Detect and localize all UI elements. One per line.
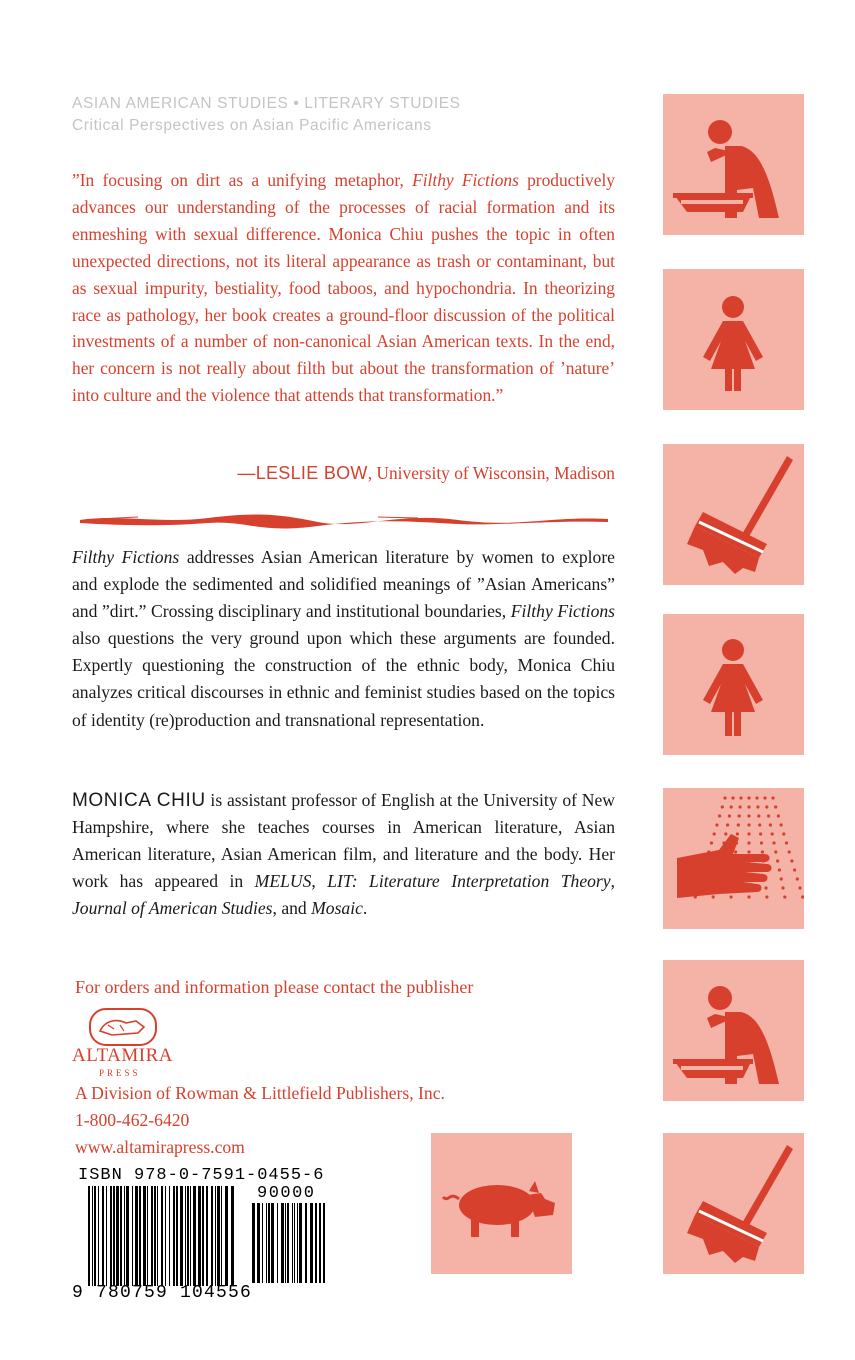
pig-icon bbox=[431, 1133, 572, 1274]
barcode-bar bbox=[252, 1203, 255, 1283]
tile-washing-face-2 bbox=[663, 960, 804, 1101]
barcode-bar bbox=[169, 1186, 170, 1286]
water-drop bbox=[712, 895, 715, 898]
series-subtitle: Critical Perspectives on Asian Pacific Americans bbox=[72, 117, 432, 134]
barcode-bar bbox=[94, 1186, 96, 1286]
barcode-bar bbox=[299, 1203, 302, 1283]
water-drop bbox=[738, 814, 741, 817]
hand-washing-icon bbox=[663, 788, 804, 929]
water-drop bbox=[721, 805, 724, 808]
barcode-bar bbox=[132, 1186, 133, 1286]
barcode-addon bbox=[252, 1203, 326, 1283]
barcode-bar bbox=[165, 1186, 166, 1286]
barcode-bar bbox=[135, 1186, 138, 1286]
barcode-bar bbox=[139, 1186, 141, 1286]
barcode-bar bbox=[143, 1186, 146, 1286]
barcode-bar bbox=[187, 1186, 189, 1286]
barcode-bar bbox=[154, 1186, 156, 1286]
water-drop bbox=[777, 814, 780, 817]
water-drop bbox=[715, 823, 718, 826]
water-drop bbox=[783, 895, 786, 898]
water-drop bbox=[801, 895, 804, 898]
water-drop bbox=[771, 796, 774, 799]
water-drop bbox=[798, 886, 801, 889]
series-subjects: ASIAN AMERICAN STUDIES • LITERARY STUDIES bbox=[72, 95, 461, 112]
broom-icon bbox=[663, 444, 804, 585]
barcode-bar bbox=[98, 1186, 99, 1286]
bio-journal: MELUS bbox=[254, 871, 312, 892]
tile-broom bbox=[663, 444, 804, 585]
water-drop bbox=[747, 832, 750, 835]
author-name: MONICA CHIU bbox=[72, 790, 206, 811]
water-drop bbox=[713, 832, 716, 835]
woman-figure-icon bbox=[663, 269, 804, 410]
water-drop bbox=[774, 850, 777, 853]
water-drop bbox=[757, 814, 760, 817]
description-text-1: addresses Asian American literature by women to explore and explode the sedimented and solidified meanings of ”Asian Americans” and ”dirt.” Crossing disciplinary and institutional boundaries, bbox=[72, 547, 615, 622]
quote-text-end: productively advances our understanding of the processes of racial formation and its enmeshing with sexual difference. Monica Chiu pushes the topic in often unexpected directions, not its literal appearance as trash or contaminant, but as sexual impurity, bestiality, food taboos, and hypochondria. In theorizing race as pathology, her book creates a ground-floor discussion of the political investments of a number of non-canonical Asian American texts. In the end, her concern is not really about filth but about the transformation of ’nature’ into culture and the violence that attends that transformation.” bbox=[72, 170, 615, 406]
water-drop bbox=[731, 796, 734, 799]
logo-sub: PRESS bbox=[99, 1068, 141, 1078]
water-drop bbox=[793, 868, 796, 871]
broom-icon bbox=[663, 1133, 804, 1274]
water-drop bbox=[730, 805, 733, 808]
barcode-bar bbox=[116, 1186, 119, 1286]
publisher-division: A Division of Rowman & Littlefield Publishers, Inc. bbox=[75, 1083, 445, 1103]
barcode-bar bbox=[310, 1203, 313, 1283]
water-drop bbox=[747, 823, 750, 826]
water-drop bbox=[747, 895, 750, 898]
barcode-bar bbox=[211, 1186, 213, 1286]
water-drop bbox=[763, 796, 766, 799]
barcode-bar bbox=[161, 1186, 163, 1286]
water-drop bbox=[747, 850, 750, 853]
description-text-2: also questions the very ground upon which these arguments are founded. Expertly questioning the construction of the ethnic body, Monica Chiu analyzes critical discourses in ethnic and feminist studies based on the topics of identity (re)production and transnational representation. bbox=[72, 628, 615, 730]
tile-broom-2 bbox=[663, 1133, 804, 1274]
water-drop bbox=[739, 796, 742, 799]
barcode-bar bbox=[285, 1203, 286, 1283]
bio-text: is assistant professor of English at the University of New Hampshire, where she teaches courses in American literature, Asian American literature, Asian American film, and literature and the body. Her work has appeared in bbox=[72, 790, 615, 892]
water-drop bbox=[710, 841, 713, 844]
barcode-bar bbox=[287, 1203, 289, 1283]
water-drop bbox=[790, 859, 793, 862]
water-drop bbox=[764, 886, 767, 889]
barcode-bar bbox=[173, 1186, 175, 1286]
barcode-bar bbox=[266, 1203, 267, 1283]
barcode-bar bbox=[185, 1186, 186, 1286]
logo-name: ALTAMIRA bbox=[72, 1045, 174, 1066]
woman-figure-icon bbox=[663, 614, 804, 755]
tile-hand-washing bbox=[663, 788, 804, 929]
bio-separator: , bbox=[610, 871, 615, 892]
description-book-title-2: Filthy Fictions bbox=[510, 601, 616, 622]
water-drop bbox=[730, 895, 733, 898]
bio-journal: Mosaic bbox=[311, 898, 363, 919]
author-bio bbox=[72, 787, 615, 922]
price-code: 90000 bbox=[257, 1184, 316, 1203]
water-drop bbox=[765, 805, 768, 808]
book-description bbox=[72, 544, 615, 734]
barcode-bar bbox=[319, 1203, 321, 1283]
water-drop bbox=[780, 877, 783, 880]
publisher-phone: 1-800-462-6420 bbox=[75, 1110, 190, 1130]
barcode-bar bbox=[88, 1186, 90, 1286]
barcode-bar bbox=[271, 1203, 274, 1283]
water-drop bbox=[739, 805, 742, 808]
barcode-bar bbox=[206, 1186, 208, 1286]
water-drop bbox=[747, 814, 750, 817]
water-drop bbox=[747, 796, 750, 799]
isbn-label: ISBN 978-0-7591-0455-6 bbox=[78, 1166, 325, 1185]
tile-woman bbox=[663, 269, 804, 410]
barcode-bar bbox=[257, 1203, 260, 1283]
open-quote: ” bbox=[72, 170, 80, 190]
bio-journal: Journal of American Studies bbox=[72, 898, 273, 919]
barcode-bar bbox=[198, 1186, 201, 1286]
water-drop bbox=[724, 832, 727, 835]
tile-pig bbox=[431, 1133, 572, 1274]
attribution-author: LESLIE BOW bbox=[255, 463, 368, 483]
contact-line: For orders and information please contact the publisher bbox=[75, 977, 474, 997]
barcode-bar bbox=[180, 1186, 183, 1286]
water-drop bbox=[782, 832, 785, 835]
washing-face-icon bbox=[663, 94, 804, 235]
barcode-bar bbox=[217, 1186, 220, 1286]
bio-separator: , bbox=[311, 871, 328, 892]
barcode-bar bbox=[294, 1203, 295, 1283]
quote-text-start: In focusing on dirt as a unifying metaphor, bbox=[79, 170, 413, 190]
barcode-digits: 9 780759 104556 bbox=[72, 1283, 253, 1303]
barcode-bar bbox=[297, 1203, 298, 1283]
barcode-bar bbox=[124, 1186, 125, 1286]
barcode-bar bbox=[120, 1186, 122, 1286]
water-drop bbox=[759, 832, 762, 835]
brush-divider bbox=[78, 508, 610, 530]
barcode-bar bbox=[215, 1186, 216, 1286]
water-drop bbox=[774, 805, 777, 808]
barcode-bar bbox=[268, 1203, 270, 1283]
tile-woman-2 bbox=[663, 614, 804, 755]
bio-journal: LIT: Literature Interpretation Theory bbox=[327, 871, 611, 892]
water-drop bbox=[756, 805, 759, 808]
quote-book-title: Filthy Fictions bbox=[412, 170, 519, 190]
barcode-bar bbox=[157, 1186, 158, 1286]
water-drop bbox=[776, 859, 779, 862]
barcode-bar bbox=[92, 1186, 93, 1286]
barcode-bar bbox=[202, 1186, 204, 1286]
barcode-bar bbox=[323, 1203, 325, 1283]
water-drop bbox=[788, 850, 791, 853]
water-drop bbox=[747, 805, 750, 808]
water-drop bbox=[723, 796, 726, 799]
series-header bbox=[72, 93, 461, 137]
quote-attribution bbox=[72, 463, 615, 484]
barcode-bar bbox=[193, 1186, 196, 1286]
water-drop bbox=[771, 832, 774, 835]
barcode-bar bbox=[126, 1186, 129, 1286]
publisher-logo bbox=[72, 1005, 176, 1081]
water-drop bbox=[778, 868, 781, 871]
publisher-website[interactable]: www.altamirapress.com bbox=[75, 1137, 245, 1157]
attribution-dash: — bbox=[237, 463, 256, 483]
bio-separator: , and bbox=[272, 898, 312, 919]
barcode-bar bbox=[225, 1186, 228, 1286]
water-drop bbox=[734, 850, 737, 853]
barcode-bar bbox=[113, 1186, 115, 1286]
barcode-bar bbox=[292, 1203, 293, 1283]
water-drop bbox=[780, 823, 783, 826]
water-drop bbox=[767, 814, 770, 817]
water-drop bbox=[726, 823, 729, 826]
barcode-bar bbox=[151, 1186, 153, 1286]
barcode-bar bbox=[110, 1186, 112, 1286]
barcode-bar bbox=[305, 1203, 307, 1283]
barcode-bar bbox=[231, 1186, 234, 1286]
water-drop bbox=[747, 841, 750, 844]
water-drop bbox=[785, 841, 788, 844]
barcode-bar bbox=[106, 1186, 107, 1286]
water-drop bbox=[765, 895, 768, 898]
water-drop bbox=[761, 850, 764, 853]
barcode-bar bbox=[277, 1203, 278, 1283]
barcode-bar bbox=[281, 1203, 284, 1283]
bio-end: . bbox=[362, 898, 368, 919]
barcode-bar bbox=[190, 1186, 191, 1286]
barcode-bar bbox=[176, 1186, 178, 1286]
water-drop bbox=[737, 823, 740, 826]
attribution-affiliation: , University of Wisconsin, Madison bbox=[367, 463, 615, 483]
water-drop bbox=[760, 841, 763, 844]
water-drop bbox=[758, 823, 761, 826]
washing-face-icon bbox=[663, 960, 804, 1101]
barcode-bar bbox=[102, 1186, 104, 1286]
barcode-bar bbox=[221, 1186, 222, 1286]
barcode-bar bbox=[147, 1186, 148, 1286]
tile-washing-face bbox=[663, 94, 804, 235]
water-drop bbox=[769, 823, 772, 826]
water-drop bbox=[796, 877, 799, 880]
water-drop bbox=[781, 886, 784, 889]
water-drop bbox=[755, 796, 758, 799]
review-quote bbox=[72, 167, 615, 409]
barcode-main bbox=[88, 1186, 238, 1286]
description-book-title: Filthy Fictions bbox=[72, 547, 180, 567]
barcode-bar bbox=[262, 1203, 263, 1283]
barcode-bar bbox=[315, 1203, 317, 1283]
water-drop bbox=[728, 814, 731, 817]
water-drop bbox=[772, 841, 775, 844]
water-drop bbox=[718, 814, 721, 817]
water-drop bbox=[736, 832, 739, 835]
